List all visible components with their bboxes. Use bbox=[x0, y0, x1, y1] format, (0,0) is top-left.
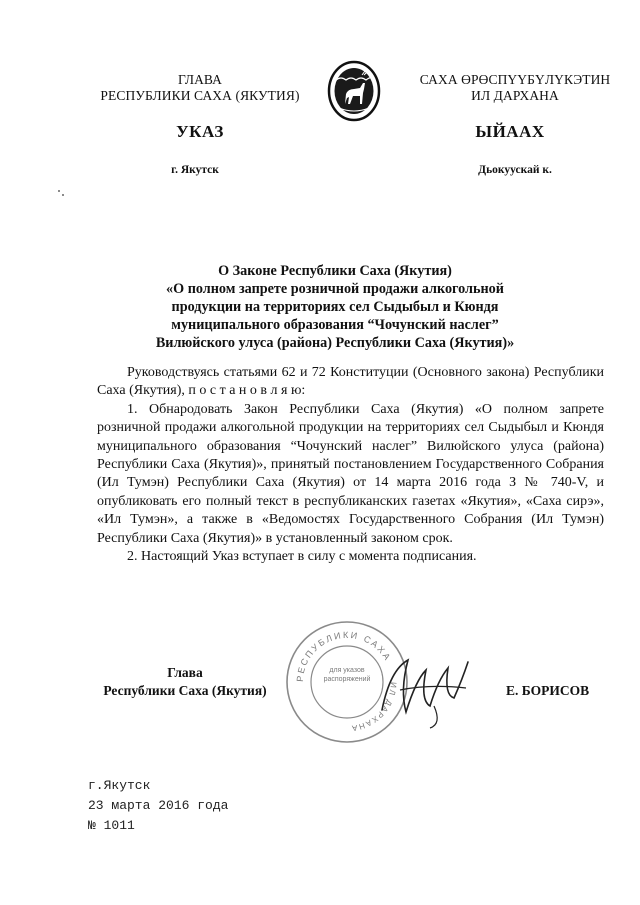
city-left: г. Якутск bbox=[171, 164, 219, 176]
header-left-line1: ГЛАВА bbox=[177, 72, 223, 87]
doc-type-right: ЫЙААХ bbox=[475, 122, 545, 141]
title-line: муниципального образования “Чочунский наслег” bbox=[171, 317, 499, 333]
header-right-line2: ИЛ ДАРХАНА bbox=[471, 88, 559, 103]
scan-speck bbox=[58, 190, 60, 192]
title-line: «О полном запрете розничной продажи алкогольной bbox=[166, 281, 504, 297]
footer-city: г.Якутск bbox=[88, 778, 151, 793]
signatory-name: Е. БОРИСОВ bbox=[506, 683, 590, 698]
coat-of-arms-emblem bbox=[327, 60, 381, 122]
city-right: Дьокуускай к. bbox=[478, 164, 552, 176]
decree-body bbox=[97, 364, 604, 566]
header-right bbox=[395, 72, 635, 104]
footer-info bbox=[88, 776, 338, 836]
header-left-line2: РЕСПУБЛИКИ САХА (ЯКУТИЯ) bbox=[100, 88, 300, 103]
signatory-title-line2: Республики Саха (Якутия) bbox=[103, 683, 267, 698]
decree-item-1: 1. Обнародовать Закон Республики Саха (Якутия) «О полном запрете розничной продажи алкогольной продукции на территориях сел Сыдыбыл и Кюндя муниципального образования “Чочунский наслег” Вилюйского улуса (района) Республики Саха (Якутия)», принятый постановлением Государственного Собрания (Ил Тумэн) Республики Саха (Якутия) от 14 марта 2016 года З № 740-V, и опубликовать его полный текст в республиканских газетах «Якутия», «Саха сирэ», «Ил Тумэн», а также в «Ведомостях Государственного Собрания (Ил Тумэн) Республики Саха (Якутия)» в установленный законом срок. bbox=[97, 401, 604, 546]
title-line: Вилюйского улуса (района) Республики Саха (Якутия)» bbox=[155, 335, 515, 351]
scan-speck bbox=[62, 194, 64, 196]
stamp-text-right: ИЛ ДАРХАНА bbox=[349, 681, 399, 733]
decree-item-2: 2. Настоящий Указ вступает в силу с момента подписания. bbox=[127, 549, 477, 565]
stamp-text-top: РЕСПУБЛИКИ САХА bbox=[294, 629, 394, 683]
title-line: продукции на территориях сел Сыдыбыл и Кюндя bbox=[171, 299, 499, 315]
signatory-title-line1: Глава bbox=[167, 665, 203, 680]
footer-date: 23 марта 2016 года bbox=[88, 798, 229, 813]
signatory-title bbox=[85, 664, 285, 700]
preamble-paragraph: Руководствуясь статьями 62 и 72 Конституции (Основного закона) Республики Саха (Якутия), п о с т а н о в л я ю: bbox=[97, 365, 604, 399]
stamp-center-text: для указов распоряжений bbox=[323, 667, 371, 683]
header-right-line1: САХА ӨРӨСПҮҮБҮЛҮКЭТИН bbox=[419, 72, 611, 87]
handwritten-signature bbox=[370, 640, 480, 730]
doc-type-left: УКАЗ bbox=[176, 122, 224, 141]
decree-title bbox=[100, 262, 570, 352]
title-line: О Законе Республики Саха (Якутия) bbox=[218, 263, 452, 279]
header-left bbox=[80, 72, 320, 104]
footer-number: № 1011 bbox=[88, 818, 135, 833]
